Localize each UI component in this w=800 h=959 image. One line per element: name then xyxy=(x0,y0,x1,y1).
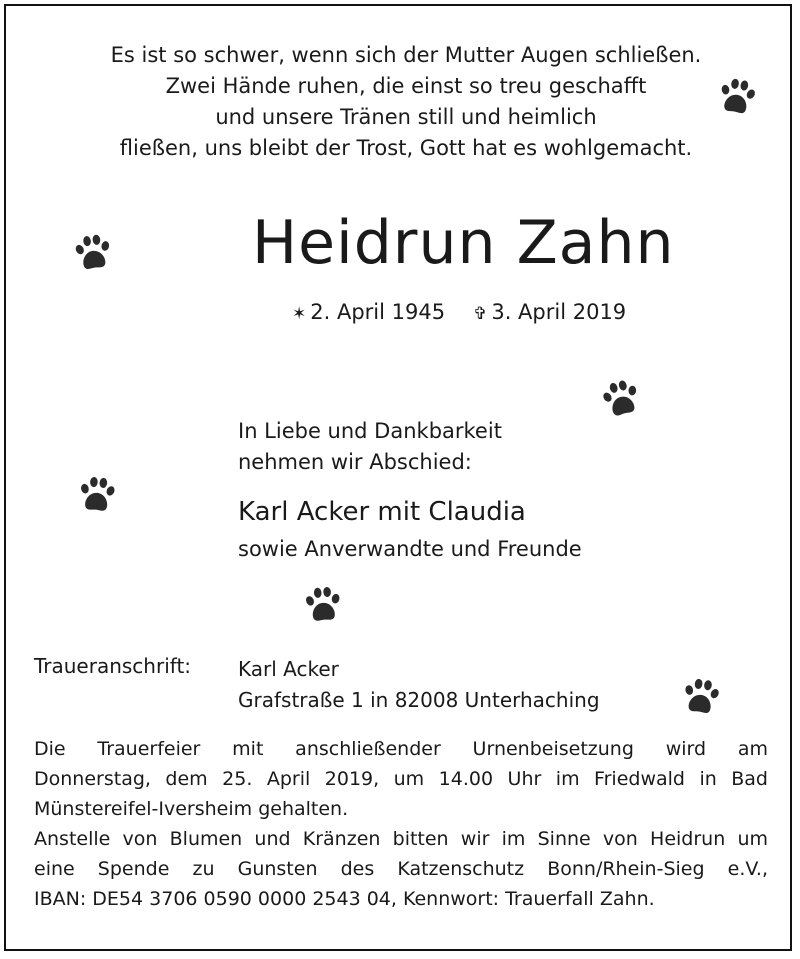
info-line: IBAN: DE54 3706 0590 0000 2543 04, Kennwort: Trauerfall Zahn. xyxy=(34,888,655,910)
address-street: Grafstraße 1 in 82008 Unterhaching xyxy=(238,688,600,712)
paw-print-icon xyxy=(713,73,762,122)
death-date: 3. April 2019 xyxy=(491,300,627,324)
family-names: Karl Acker mit Claudia xyxy=(238,497,526,527)
poem-line: Zwei Hände ruhen, die einst so treu geschafft xyxy=(165,74,647,98)
poem-line: Es ist so schwer, wenn sich der Mutter Augen schließen. xyxy=(110,43,702,67)
poem-line: und unsere Tränen still und heimlich xyxy=(215,105,597,129)
info-line: Donnerstag, dem 25. April 2019, um 14.00 Uhr im Friedwald in Bad xyxy=(34,768,768,790)
info-line: eine Spende zu Gunsten des Katzenschutz Bonn/Rhein-Sieg e.V., xyxy=(34,858,768,880)
paw-print-icon xyxy=(300,582,346,628)
info-line: Die Trauerfeier mit anschließender Urnenbeisetzung wird am xyxy=(34,738,768,760)
death-cross-icon: ✞ xyxy=(473,304,488,324)
life-dates xyxy=(292,300,626,324)
paw-print-icon xyxy=(69,229,116,276)
farewell-line: In Liebe und Dankbarkeit xyxy=(238,419,502,443)
birth-date: 2. April 1945 xyxy=(310,300,446,324)
farewell-text xyxy=(238,416,502,478)
info-block xyxy=(34,734,768,914)
address-block xyxy=(238,654,600,716)
info-line: Münstereifel-Iversheim gehalten. xyxy=(34,798,349,820)
relatives-line: sowie Anverwandte und Freunde xyxy=(238,537,582,561)
farewell-line: nehmen wir Abschied: xyxy=(238,450,472,474)
paw-print-icon xyxy=(74,472,120,518)
paw-print-icon xyxy=(677,673,724,720)
deceased-name: Heidrun Zahn xyxy=(252,208,675,278)
address-label: Traueranschrift: xyxy=(34,654,192,678)
poem xyxy=(0,40,800,164)
birth-star-icon: ✶ xyxy=(292,304,307,324)
poem-line: fließen, uns bleibt der Trost, Gott hat es wohlgemacht. xyxy=(119,136,693,160)
address-name: Karl Acker xyxy=(238,657,339,681)
info-line: Anstelle von Blumen und Kränzen bitten wir im Sinne von Heidrun um xyxy=(34,828,768,850)
